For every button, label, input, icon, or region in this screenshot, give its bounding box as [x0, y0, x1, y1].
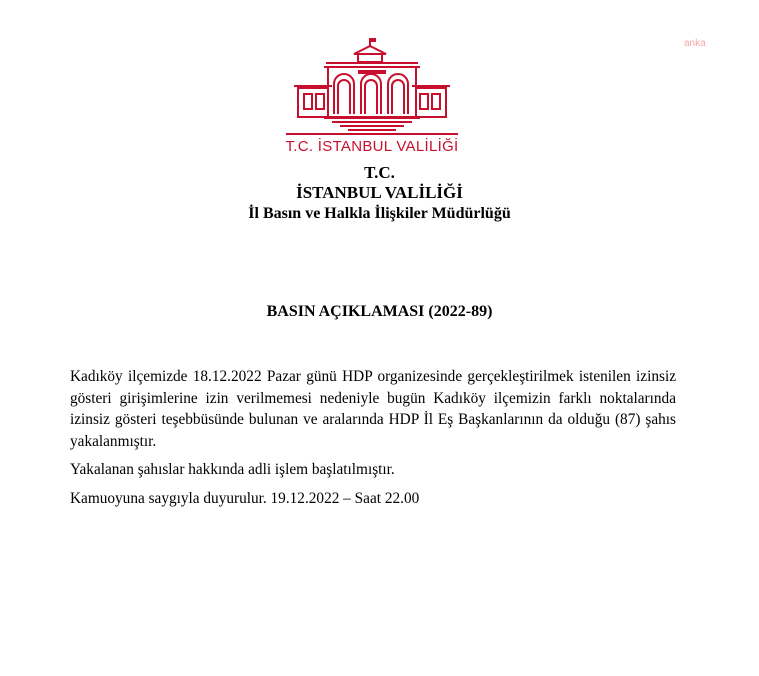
header-line-tc: T.C.	[364, 163, 395, 182]
watermark-text: anka	[684, 38, 706, 49]
body-paragraph: Kadıköy ilçemizde 18.12.2022 Pazar günü HDP organizesinde gerçekleştirilmek istenilen izinsiz gösteri girişimlerine izin verilmemesi nedeniyle bugün Kadıköy ilçemizin farklı noktalarında izinsiz gösteri teşebbüsünde bulunan ve aralarında HDP İl Eş Başkanlarının da olduğu (87) şahıs yakalanmıştır.	[70, 368, 676, 450]
press-release-title: BASIN AÇIKLAMASI (2022-89)	[266, 303, 493, 320]
press-release-body	[70, 366, 676, 516]
logo-caption: T.C. İSTANBUL VALİLİĞİ	[285, 138, 459, 155]
body-paragraph: Kamuoyuna saygıyla duyurulur. 19.12.2022 – Saat 22.00	[70, 489, 420, 507]
header-line-directorate: İl Basın ve Halkla İlişkiler Müdürlüğü	[248, 205, 511, 222]
istanbul-governorship-building-logo	[284, 36, 460, 138]
header-line-governorship: İSTANBUL VALİLİĞİ	[296, 183, 463, 202]
body-paragraph: Yakalanan şahıslar hakkında adli işlem başlatılmıştır.	[70, 461, 395, 478]
